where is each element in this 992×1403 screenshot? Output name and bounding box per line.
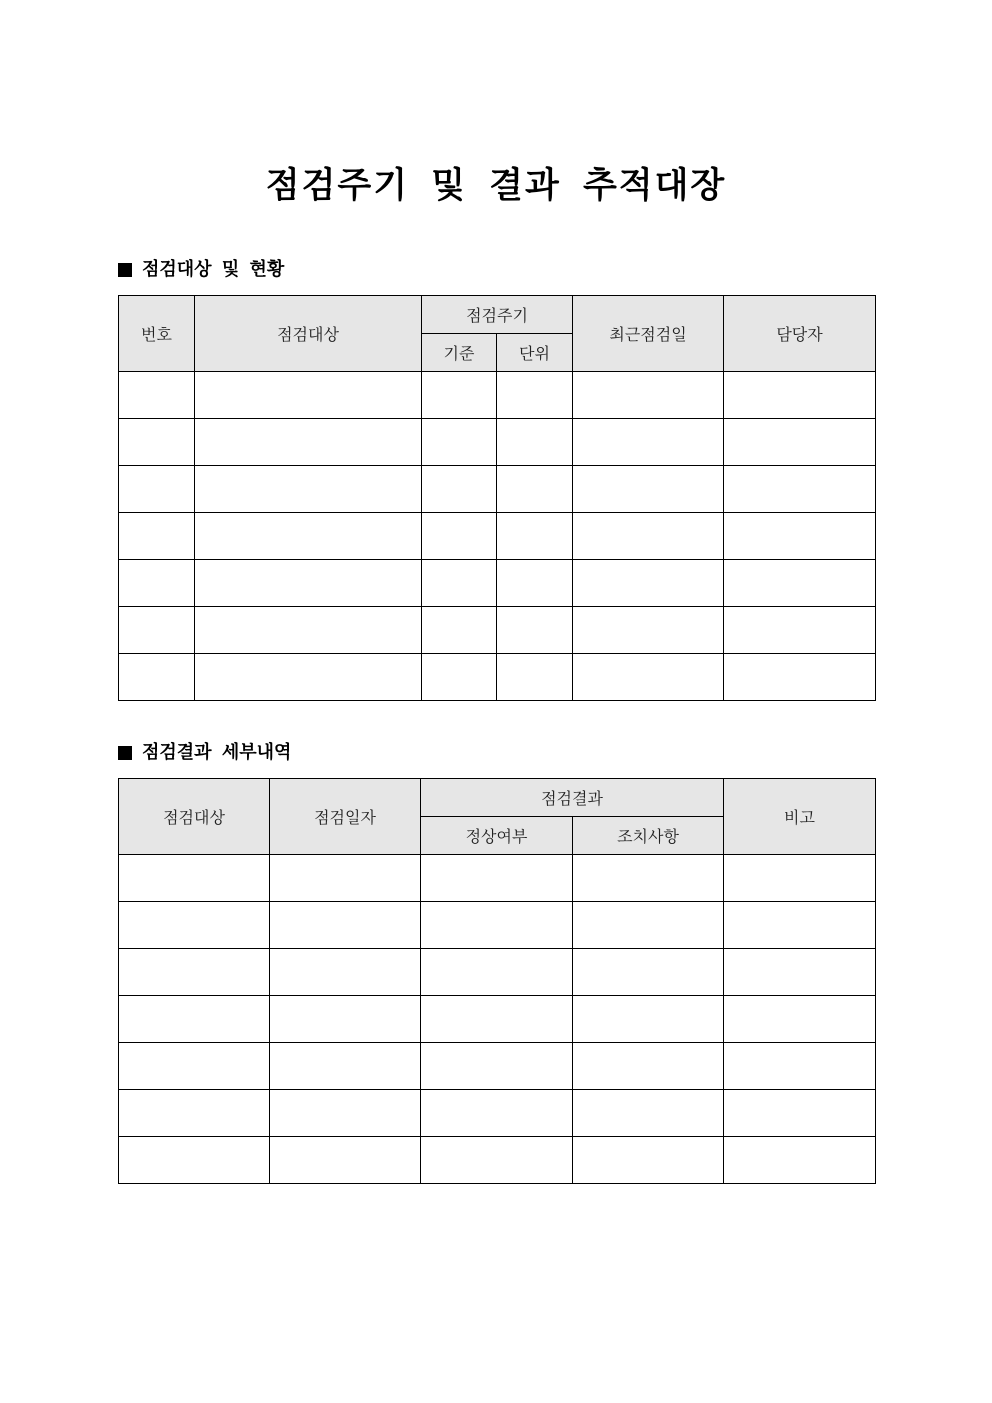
table-row xyxy=(119,1090,876,1137)
document-title: 점검주기 및 결과 추적대장 xyxy=(265,166,727,206)
table-row xyxy=(119,419,876,466)
table-cell[interactable] xyxy=(195,513,422,560)
table-cell[interactable] xyxy=(119,607,195,654)
table-cell[interactable] xyxy=(724,560,876,607)
header-action: 조치사항 xyxy=(573,817,724,855)
table-cell[interactable] xyxy=(497,513,573,560)
table-cell[interactable] xyxy=(422,513,497,560)
table-row xyxy=(119,902,876,949)
table-cell[interactable] xyxy=(119,1137,270,1184)
table-cell[interactable] xyxy=(573,996,724,1043)
black-square-icon xyxy=(118,263,132,277)
table-row xyxy=(119,607,876,654)
table-cell[interactable] xyxy=(421,902,573,949)
header-cycle-basis: 기준 xyxy=(422,334,497,372)
table-cell[interactable] xyxy=(119,1090,270,1137)
table-cell[interactable] xyxy=(421,949,573,996)
table-cell[interactable] xyxy=(195,372,422,419)
table-cell[interactable] xyxy=(497,607,573,654)
table-cell[interactable] xyxy=(119,466,195,513)
table-cell[interactable] xyxy=(119,419,195,466)
table-row xyxy=(119,466,876,513)
table-cell[interactable] xyxy=(497,372,573,419)
table-cell[interactable] xyxy=(573,560,724,607)
table-cell[interactable] xyxy=(119,654,195,701)
table-cell[interactable] xyxy=(497,466,573,513)
table-cell[interactable] xyxy=(195,466,422,513)
table-cell[interactable] xyxy=(724,372,876,419)
section-heading-status xyxy=(118,258,284,282)
inspection-results-table xyxy=(118,778,876,1184)
table-cell[interactable] xyxy=(270,949,421,996)
table-cell[interactable] xyxy=(421,996,573,1043)
table-cell[interactable] xyxy=(573,466,724,513)
table-cell[interactable] xyxy=(421,1137,573,1184)
section-heading-status-text: 점검대상 및 현황 xyxy=(142,259,285,280)
header-target: 점검대상 xyxy=(195,296,422,372)
inspection-status-table-body xyxy=(119,372,876,701)
table-cell[interactable] xyxy=(119,372,195,419)
table-cell[interactable] xyxy=(195,654,422,701)
header-last-date: 최근점검일 xyxy=(573,296,724,372)
section-heading-results-text: 점검결과 세부내역 xyxy=(142,742,292,763)
table-cell[interactable] xyxy=(119,902,270,949)
table-cell[interactable] xyxy=(270,1090,421,1137)
header-result: 점검결과 xyxy=(421,779,724,817)
table-cell[interactable] xyxy=(119,1043,270,1090)
table-cell[interactable] xyxy=(270,996,421,1043)
table-cell[interactable] xyxy=(422,419,497,466)
table-cell[interactable] xyxy=(724,949,876,996)
table-cell[interactable] xyxy=(119,560,195,607)
table-cell[interactable] xyxy=(724,419,876,466)
header-manager: 담당자 xyxy=(724,296,876,372)
table-cell[interactable] xyxy=(422,560,497,607)
header-cycle-unit: 단위 xyxy=(497,334,573,372)
table-cell[interactable] xyxy=(270,1137,421,1184)
table-cell[interactable] xyxy=(573,1090,724,1137)
table-cell[interactable] xyxy=(573,372,724,419)
table-cell[interactable] xyxy=(422,654,497,701)
table-cell[interactable] xyxy=(422,607,497,654)
table-cell[interactable] xyxy=(497,560,573,607)
table-cell[interactable] xyxy=(421,1043,573,1090)
table-cell[interactable] xyxy=(421,1090,573,1137)
table-row xyxy=(119,1137,876,1184)
header-remarks: 비고 xyxy=(724,779,876,855)
table-row xyxy=(119,1043,876,1090)
table-cell[interactable] xyxy=(724,1090,876,1137)
table-cell[interactable] xyxy=(573,949,724,996)
table-cell[interactable] xyxy=(724,902,876,949)
table-cell[interactable] xyxy=(724,607,876,654)
table-cell[interactable] xyxy=(421,855,573,902)
table-row xyxy=(119,996,876,1043)
table-cell[interactable] xyxy=(270,855,421,902)
table-cell[interactable] xyxy=(119,949,270,996)
table-cell[interactable] xyxy=(724,654,876,701)
table-cell[interactable] xyxy=(724,996,876,1043)
table-row xyxy=(119,560,876,607)
table-row xyxy=(119,855,876,902)
table-cell[interactable] xyxy=(573,1137,724,1184)
table-cell[interactable] xyxy=(119,855,270,902)
header-date: 점검일자 xyxy=(270,779,421,855)
header-target: 점검대상 xyxy=(119,779,270,855)
table-cell[interactable] xyxy=(573,513,724,560)
table-cell[interactable] xyxy=(724,1043,876,1090)
table-cell[interactable] xyxy=(724,855,876,902)
section-heading-results xyxy=(118,741,291,765)
inspection-results-table-body xyxy=(119,855,876,1184)
table-cell[interactable] xyxy=(119,513,195,560)
table-cell[interactable] xyxy=(497,654,573,701)
table-cell[interactable] xyxy=(573,902,724,949)
table-cell[interactable] xyxy=(119,996,270,1043)
table-cell[interactable] xyxy=(573,607,724,654)
table-cell[interactable] xyxy=(573,855,724,902)
table-row xyxy=(119,654,876,701)
table-cell[interactable] xyxy=(195,419,422,466)
black-square-icon xyxy=(118,746,132,760)
table-cell[interactable] xyxy=(724,466,876,513)
table-cell[interactable] xyxy=(270,902,421,949)
header-cycle: 점검주기 xyxy=(422,296,573,334)
table-cell[interactable] xyxy=(195,560,422,607)
table-row xyxy=(119,949,876,996)
header-normal: 정상여부 xyxy=(421,817,573,855)
inspection-status-table xyxy=(118,295,876,701)
table-cell[interactable] xyxy=(573,654,724,701)
table-row xyxy=(119,513,876,560)
header-number: 번호 xyxy=(119,296,195,372)
table-cell[interactable] xyxy=(573,419,724,466)
table-cell[interactable] xyxy=(422,466,497,513)
table-cell[interactable] xyxy=(422,372,497,419)
table-cell[interactable] xyxy=(724,513,876,560)
table-row xyxy=(119,372,876,419)
table-cell[interactable] xyxy=(724,1137,876,1184)
table-cell[interactable] xyxy=(270,1043,421,1090)
table-cell[interactable] xyxy=(573,1043,724,1090)
table-cell[interactable] xyxy=(497,419,573,466)
table-cell[interactable] xyxy=(195,607,422,654)
